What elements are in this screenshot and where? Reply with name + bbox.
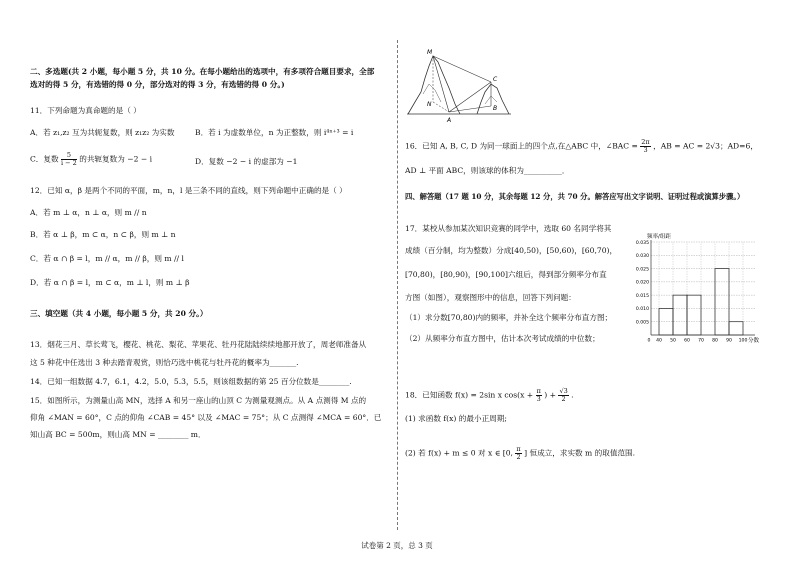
question-15-line3: 知山高 BC = 500m，则山高 MN = ________ m． [30, 430, 206, 439]
q12-option-c: C．若 α ∩ β = l，m // α，m // β，则 m // l [30, 254, 184, 263]
q18-p2-fraction-den: 2 [516, 453, 521, 461]
question-17-line2: 成绩（百分制，均为整数）分成[40,50)，[50,60)，[60,70)， [405, 246, 618, 255]
q11-c-suffix: 的共轭复数为 −2 − i [79, 154, 153, 164]
q11-option-b: B．若 i 为虚数单位，n 为正整数，则 i⁴ⁿ⁺³ = i [195, 128, 354, 137]
fig-label-m: M [427, 49, 433, 56]
q16-suffix: ，AB = AC = 2√3；AD=6， [653, 141, 758, 151]
q11-option-d: D．复数 −2 − i 的虚部为 −1 [195, 157, 298, 166]
histogram-bar [673, 295, 687, 335]
question-11: 11．下列命题为真命题的是（ ） [30, 106, 141, 115]
histogram-grid [651, 242, 755, 335]
frequency-histogram [627, 230, 765, 348]
histogram-y-tick-label: 0.025 [635, 267, 649, 273]
q18-middle: ) + [544, 390, 557, 400]
question-15-line2: 仰角 ∠MAN = 60°，C 点的仰角 ∠CAB = 45° 以及 ∠MAC = 75°；从 C 点测得 ∠MCA = 60°．已 [30, 413, 382, 422]
histogram-x-tick-label: 0 [647, 338, 651, 344]
q18-fraction-1 [536, 388, 542, 403]
question-18-part1: (1) 求函数 f(x) 的最小正周期; [405, 414, 507, 423]
q18-fraction-2-den: 2 [561, 395, 566, 403]
histogram-y-axis-label: 频率/组距 [647, 234, 671, 240]
question-18 [405, 388, 574, 403]
histogram-x-tick-label: 60 [684, 338, 690, 344]
histogram-x-tick-label: 40 [656, 338, 662, 344]
histogram-y-tick-label: 0.005 [635, 320, 649, 326]
fig-label-c: C [493, 76, 498, 83]
question-13-line2: 这 5 种花中任选出 3 种去踏青观赏，则恰巧选中桃花与牡丹花的概率为_______. [30, 358, 299, 367]
fig-label-n: N [427, 101, 432, 108]
page-footer: 试卷第 2 页，总 3 页 [361, 541, 433, 550]
histogram-x-tick-label: 70 [698, 338, 704, 344]
histogram-x-tick-label: 90 [726, 338, 732, 344]
question-15-line1: 15．如图所示，为测量山高 MN，选择 A 和另一座山的山顶 C 为测量观测点。从 A 点测得 M 点的 [30, 396, 367, 405]
q11-c-fraction-den: i − 2 [61, 159, 77, 167]
q18-p2-prefix: (2) 若 f(x) + m ≤ 0 对 x ∈ [0, [405, 448, 513, 458]
q16-fraction-den: 3 [643, 146, 648, 154]
section-2-heading: 二、多选题(共 2 小题，每小题 5 分，共 10 分。在每小题给出的选项中，有多项符合题目要求，全部 [30, 67, 375, 76]
histogram-bar [715, 269, 729, 335]
q16-prefix: 16．已知 A, B, C, D 为同一球面上的四个点,在△ABC 中，∠BAC = [405, 141, 638, 151]
question-13-line1: 13．烟花三月、草长莺飞，樱花、桃花、梨花、苹果花、牡丹花陆陆续续地都开放了，周老师准备从 [30, 340, 367, 349]
q18-fraction-2 [558, 388, 568, 403]
question-16-line2: AD ⊥ 平面 ABC，则该球的体积为__________． [405, 166, 570, 175]
histogram-x-tick-label: 50 [670, 338, 676, 344]
histogram-y-tick-label: 0.010 [635, 307, 649, 313]
q18-fraction-1-num: π [536, 387, 541, 395]
histogram-x-tick-label: 80 [712, 338, 718, 344]
q16-fraction [640, 139, 650, 154]
mountain-figure [405, 44, 515, 124]
fig-label-a: A [447, 117, 452, 124]
q18-suffix: . [571, 390, 574, 400]
q18-fraction-1-den: 3 [536, 395, 541, 403]
q18-p2-fraction [515, 446, 521, 461]
q12-option-d: D．若 α ∩ β = l，m ⊂ α，m ⊥ l，则 m ⊥ β [30, 278, 190, 287]
question-18-part2 [405, 446, 635, 461]
section-4-heading: 四、解答题（17 题 10 分，其余每题 12 分，共 70 分。解答应写出文字说明、证明过程或演算步骤。） [405, 192, 745, 201]
question-17-line4: 方图（如图），观察图形中的信息，回答下列问题： [405, 293, 576, 302]
histogram-y-tick-label: 0.030 [635, 254, 649, 260]
q11-c-prefix: C．复数 [30, 154, 59, 164]
column-divider [397, 40, 398, 530]
histogram-bar [687, 295, 701, 335]
histogram-x-axis-label: 分数 [748, 338, 760, 344]
question-16-line1 [405, 139, 758, 154]
q18-fraction-2-num: √3 [559, 387, 568, 395]
section-2-heading-cont: 选对的得 5 分，有选错的得 0 分，部分选对的得 3 分，有选错的得 0 分。) [30, 80, 285, 89]
histogram-y-tick-label: 0.035 [635, 240, 649, 246]
q11-c-fraction [61, 152, 77, 167]
right-column [405, 0, 765, 540]
question-17-line3: [70,80)，[80,90)，[90,100]六组后，得到部分频率分布直 [405, 270, 607, 279]
q18-prefix: 18．已知函数 f(x) = 2sin x cos(x + [405, 390, 534, 400]
question-14: 14．已知一组数据 4.7，6.1，4.2，5.0，5.3，5.5，则该组数据的第 25 百分位数是________. [30, 377, 352, 386]
q16-fraction-num: 2π [641, 138, 650, 146]
question-12: 12．已知 α，β 是两个不同的平面，m，n，l 是三条不同的直线，则下列命题中正确的是（ ） [30, 186, 347, 195]
fig-label-b: B [493, 105, 498, 112]
q18-p2-fraction-num: π [516, 445, 521, 453]
left-column [30, 0, 385, 540]
question-17-line1: 17．某校从参加某次知识竞赛的同学中，选取 60 名同学将其 [405, 224, 612, 233]
histogram-x-tick-label: 100 [738, 338, 748, 344]
question-17-part2: （2）从频率分布直方图中，估计本次考试成绩的中位数； [405, 334, 600, 343]
q11-option-c [30, 152, 152, 167]
q12-option-b: B．若 α ⊥ β，m ⊂ α，n ⊂ β，则 m ⊥ n [30, 230, 176, 239]
q11-option-a: A．若 z₁,z₂ 互为共轭复数，则 z₁z₂ 为实数 [30, 128, 175, 137]
histogram-y-tick-label: 0.020 [635, 280, 649, 286]
section-3-heading: 三、填空题（共 4 小题，每小题 5 分，共 20 分。） [30, 309, 208, 318]
histogram-bar [729, 322, 743, 335]
q11-c-fraction-num: 5 [61, 152, 77, 160]
q18-p2-suffix: ] 恒成立，求实数 m 的取值范围. [524, 448, 636, 458]
q12-option-a: A．若 m ⊥ α，n ⊥ α，则 m // n [30, 208, 147, 217]
histogram-y-tick-label: 0.015 [635, 293, 649, 299]
question-17-part1: （1）求分数[70,80)内的频率，并补全这个频率分布直方图； [405, 313, 613, 322]
